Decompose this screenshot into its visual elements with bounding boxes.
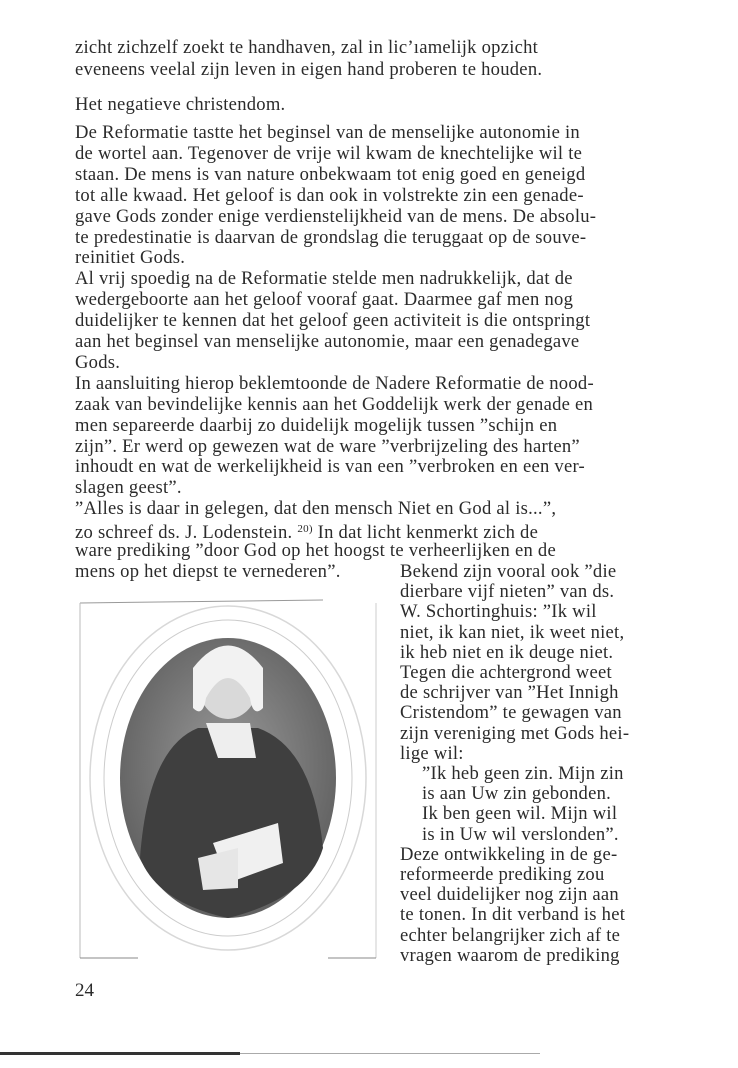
text-line: reinitiet Gods. (75, 247, 186, 269)
quote-line: Ik ben geen wil. Mijn wil (422, 803, 618, 825)
text-line: de wortel aan. Tegenover de vrije wil kwam de knechtelijke wil te (75, 142, 583, 164)
text-line: te predestinatie is daarvan de grondslag die teruggaat op de souve- (75, 226, 587, 248)
text-line: inhoudt en wat de werkelijkheid is van een ”verbroken en een ver- (75, 456, 585, 478)
text-line: De Reformatie tastte het beginsel van de menselijke autonomie in (75, 122, 580, 143)
quote-line: ”Ik heb geen zin. Mijn zin (422, 762, 624, 784)
footnote-ref: 20) (297, 523, 313, 536)
text-line: zijn”. Er werd op gewezen wat de ware ”verbrijzeling des harten” (75, 435, 580, 457)
text-line: Deze ontwikkeling in de ge- (400, 843, 618, 865)
text-line: te tonen. In dit verband is het (400, 904, 626, 926)
text: zo schreef ds. J. Lodenstein. (75, 522, 298, 544)
text-line: niet, ik kan niet, ik weet niet, (400, 621, 625, 643)
quote-line: is aan Uw zin gebonden. (422, 783, 612, 805)
text-line: ware prediking ”door God op het hoogst te verheerlijken en de (75, 540, 556, 561)
text-line: wedergeboorte aan het geloof vooraf gaat. Daarmee gaf men nog (75, 289, 574, 311)
text-line: echter belangrijker zich af te (400, 924, 621, 946)
text-line: zicht zichzelf zoekt te handhaven, zal in lic’ıamelijk opzicht (75, 37, 539, 58)
text-line: ik heb niet en ik deuge niet. (400, 641, 614, 663)
text-line: lige wil: (400, 742, 464, 764)
text-line: vragen waarom de prediking (400, 944, 620, 966)
text-line: Al vrij spoedig na de Reformatie stelde men nadrukkelijk, dat de (75, 268, 573, 290)
text-line: Tegen die achtergrond weet (400, 661, 612, 683)
text-line: In aansluiting hierop beklemtoonde de Nadere Reformatie de nood- (75, 372, 594, 394)
text-line: Cristendom” te gewagen van (400, 702, 622, 724)
text-line: W. Schortinghuis: ”Ik wil (400, 601, 597, 623)
text-line: duidelijker te kennen dat het geloof geen activiteit is die ontspringt (75, 310, 591, 332)
page-number: 24 (75, 980, 94, 1001)
text-line: mens op het diepst te vernederen”. (75, 560, 341, 582)
text: In dat licht kenmerkt zich de (312, 522, 539, 544)
text-line: Gods. (75, 351, 121, 373)
quote-line: is in Uw wil verslonden”. (422, 823, 619, 845)
text-line: de schrijver van ”Het Innigh (400, 682, 619, 704)
text-line: gave Gods zonder enige verdienstelijkheid van de mens. De absolu- (75, 205, 597, 227)
text-line: Bekend zijn vooral ook ”die (400, 560, 617, 582)
portrait-engraving (78, 598, 378, 963)
scan-edge (240, 1053, 540, 1054)
text-line: staan. De mens is van nature onbekwaam tot enig goed en geneigd (75, 163, 586, 185)
text-line: eveneens veelal zijn leven in eigen hand proberen te houden. (75, 59, 543, 80)
text-line: zaak van bevindelijke kennis aan het Goddelijk werk der genade en (75, 393, 594, 415)
text-line: reformeerde prediking zou (400, 863, 605, 885)
section-heading: Het negatieve christendom. (75, 94, 286, 115)
text-line: veel duidelijker nog zijn aan (400, 884, 619, 906)
text-line: dierbare vijf nieten” van ds. (400, 581, 615, 603)
scan-edge (0, 1052, 240, 1055)
text-line: ”Alles is daar in gelegen, dat den mensch Niet en God al is...”, (75, 498, 557, 520)
text-line: aan het beginsel van menselijke autonomie, maar een genadegave (75, 331, 580, 352)
text-line: men separeerde daarbij zo duidelijk mogelijk tussen ”schijn en (75, 414, 558, 436)
text-line: tot alle kwaad. Het geloof is dan ook in volstrekte zin een genade- (75, 184, 584, 206)
text-line: slagen geest”. (75, 477, 182, 499)
text-line: zijn vereniging met Gods hei- (400, 722, 630, 744)
